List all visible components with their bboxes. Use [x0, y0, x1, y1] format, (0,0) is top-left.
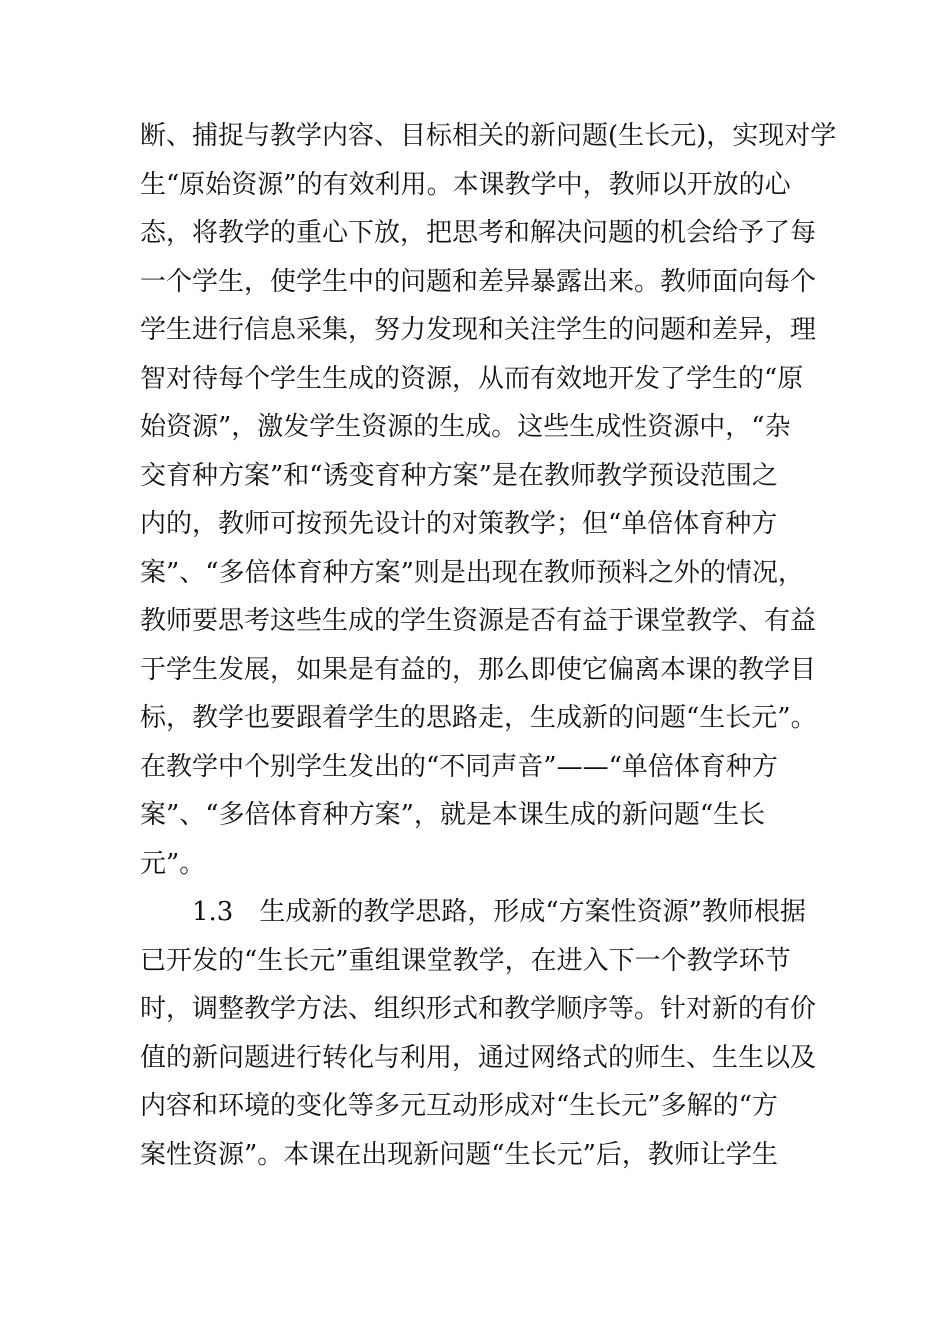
text-line: 学生进行信息采集，努力发现和关注学生的问题和差异，理: [140, 315, 817, 345]
text-line: 断、捕捉与教学内容、目标相关的新问题(生长元)，实现对学: [140, 121, 837, 151]
text-line: 案”、“多倍体育种方案”，就是本课生成的新问题“生长: [140, 800, 766, 830]
text-line: 标，教学也要跟着学生的思路走，生成新的问题“生长元”。: [140, 703, 817, 733]
text-line: 态，将教学的重心下放，把思考和解决问题的机会给予了每: [140, 218, 817, 248]
text-line: 交育种方案”和“诱变育种方案”是在教师教学预设范围之: [140, 460, 778, 491]
text-line: 已开发的“生长元”重组课堂教学，在进入下一个教学环节: [140, 945, 791, 976]
text-line: 一个学生，使学生中的问题和差异暴露出来。教师面向每个: [140, 266, 817, 297]
text-line: 案性资源”。本课在出现新问题“生长元”后，教师让学生: [140, 1139, 778, 1170]
text-line: 案”、“多倍体育种方案”则是出现在教师预料之外的情况，: [140, 557, 804, 588]
section-heading-line: 1.3 生成新的教学思路，形成“方案性资源”教师根据: [192, 897, 806, 927]
text-line: 内的，教师可按预先设计的对策教学；但“单倍体育种方: [140, 509, 778, 539]
text-line: 教师要思考这些生成的学生资源是否有益于课堂教学、有益: [140, 606, 817, 636]
text-line: 于学生发展，如果是有益的，那么即使它偏离本课的教学目: [140, 654, 817, 685]
text-line: 元”。: [140, 848, 206, 879]
text-line: 在教学中个别学生发出的“不同声音”——“单倍体育种方: [140, 751, 778, 782]
body-text: [140, 112, 837, 1179]
text-line: 值的新问题进行转化与利用，通过网络式的师生、生生以及: [140, 1042, 817, 1073]
text-line: 始资源”，激发学生资源的生成。这些生成性资源中，“杂: [140, 412, 791, 442]
text-line: 生“原始资源”的有效利用。本课教学中，教师以开放的心: [140, 169, 791, 200]
text-line: 时，调整教学方法、组织形式和教学顺序等。针对新的有价: [140, 994, 817, 1024]
text-line: 智对待每个学生生成的资源，从而有效地开发了学生的“原: [140, 363, 804, 394]
text-line: 内容和环境的变化等多元互动形成对“生长元”多解的“方: [140, 1091, 778, 1121]
